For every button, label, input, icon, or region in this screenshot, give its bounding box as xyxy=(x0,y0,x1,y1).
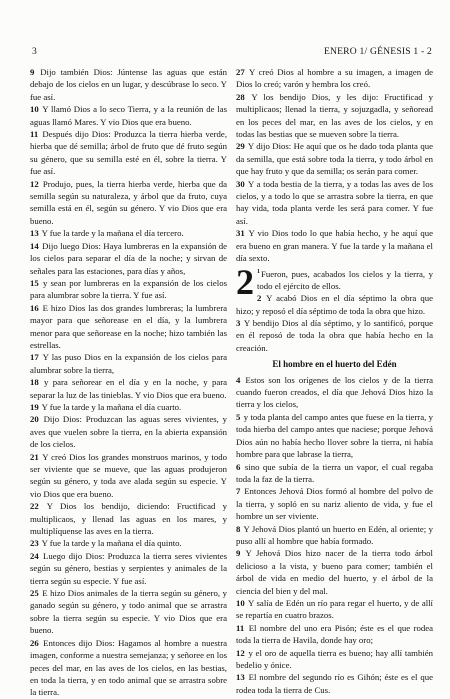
verse xyxy=(30,587,227,637)
verse-text: y para señorear en el día y en la noche, y para separar la luz de las tinieblas. Y vio Dios que era bueno. xyxy=(30,377,227,400)
verse xyxy=(30,103,227,128)
verse-text: Y fue la tarde y la mañana el día cuarto. xyxy=(41,401,182,412)
verse xyxy=(30,351,227,376)
verse-number: 16 xyxy=(30,302,39,313)
verse-number: 9 xyxy=(30,67,35,77)
verse-text: Y fue la tarde y la mañana el día quinto. xyxy=(41,538,182,549)
verse-text: Y creó Dios los grandes monstruos marinos, y todo ser viviente que se mueve, que las aguas produjeron según su género, y toda ave alada según su especie. Y vio Dios que era bueno. xyxy=(30,451,227,499)
verse xyxy=(30,66,227,103)
verse xyxy=(236,178,433,228)
verse xyxy=(30,550,227,587)
verse-text: Luego dijo Dios: Produzca la tierra seres vivientes según su género, bestias y serpientes y animales de la tierra según su especie. Y fue así. xyxy=(30,550,228,586)
page-header xyxy=(24,46,432,60)
verse-number: 7 xyxy=(236,486,241,497)
left-column xyxy=(30,66,227,699)
verse-text: y el oro de aquella tierra es bueno; hay allí también bedelio y ónice. xyxy=(236,647,434,670)
verse xyxy=(236,547,433,597)
verse xyxy=(30,637,227,699)
verse xyxy=(30,240,227,277)
verse-number: 29 xyxy=(236,141,245,152)
verse-number: 21 xyxy=(30,451,39,462)
verse xyxy=(236,317,433,354)
verse xyxy=(236,91,433,141)
verse-number: 8 xyxy=(236,523,241,534)
chapter-2-verses xyxy=(236,292,433,354)
verse-text: Después dijo Dios: Produzca la tierra hierba verde, hierba que dé semilla; árbol de fruto que dé fruto según su género, que su semilla esté en él, sobre la tierra. Y fue así. xyxy=(30,129,228,177)
verse-number: 9 xyxy=(236,548,241,559)
section-heading: El hombre en el huerto del Edén xyxy=(272,359,397,370)
verse xyxy=(236,292,433,317)
verse xyxy=(30,302,227,352)
verse xyxy=(30,128,227,178)
verse-number: 3 xyxy=(236,318,241,329)
verse-number: 22 xyxy=(30,501,39,512)
verse-text: Y salía de Edén un río para regar el huerto, y de allí se repartía en cuatro brazos. xyxy=(236,597,433,621)
verse-text: Y vio Dios todo lo que había hecho, y he aquí que era bueno en gran manera. Y fue la tarde y la mañana el día sexto. xyxy=(236,228,433,264)
verse xyxy=(30,277,227,302)
verse xyxy=(236,523,433,548)
verse-number: 15 xyxy=(30,277,39,288)
verse-text: Entonces Jehová Dios formó al hombre del polvo de la tierra, y sopló en su nariz aliento de vida, y fue el hombre un ser viviente. xyxy=(236,486,433,522)
verse xyxy=(30,451,227,501)
verse-text: Y los bendijo Dios, y les dijo: Fructificad y multiplicaos; llenad la tierra, y sojuzgadla, y señoread en los peces del mar, en las aves de los cielos, y en todas las bestias que se mueven sobre la tierra. xyxy=(236,91,433,140)
verse-number: 28 xyxy=(236,91,245,102)
verse-text: Entonces dijo Dios: Hagamos al hombre a nuestra imagen, conforme a nuestra semejanza; y señoree en los peces del mar, en las aves de los cielos, en las bestias, en toda la tierra, y en todo animal que se arrastra sobre la tierra. xyxy=(30,637,227,698)
verse xyxy=(30,401,227,413)
verse-number: 26 xyxy=(30,637,39,648)
verse xyxy=(30,500,227,537)
verse-text: Y Dios los bendijo, diciendo: Fructificad y multiplicaos, y llenad las aguas en los mares, y multiplíquense las aves en la tierra. xyxy=(30,501,227,537)
verse xyxy=(236,485,433,522)
verse-text: Y dijo Dios: He aquí que os he dado toda planta que da semilla, que está sobre toda la tierra, y todo árbol en que hay fruto y que da semilla; os serán para comer. xyxy=(236,141,433,177)
verse xyxy=(30,537,227,549)
verse-number: 17 xyxy=(30,352,39,363)
verse xyxy=(236,461,433,486)
verse-number: 2 xyxy=(257,293,262,304)
verse-text: Y Jehová Dios plantó un huerto en Edén, al oriente; y puso allí al hombre que había formado. xyxy=(236,523,433,546)
verse xyxy=(236,266,433,293)
verse xyxy=(30,413,227,450)
verse-text: Dijo también Dios: Júntense las aguas que están debajo de los cielos en un lugar, y descúbrase lo seco. Y fue así. xyxy=(30,67,228,102)
chapter-number-dropcap: 2 xyxy=(236,261,254,302)
verse-number: 12 xyxy=(236,647,245,658)
verse-number: 12 xyxy=(30,178,39,189)
verse-number: 20 xyxy=(30,414,39,425)
verse-number: 24 xyxy=(30,550,39,561)
verse xyxy=(236,597,433,622)
right-column xyxy=(236,66,433,696)
verse xyxy=(236,140,433,177)
verse-text: sino que subía de la tierra un vapor, el cual regaba toda la faz de la tierra. xyxy=(236,461,434,484)
verse-text: Dijo luego Dios: Haya lumbreras en la expansión de los cielos para separar el día de la noche; y sirvan de señales para las estaciones, para días y años, xyxy=(30,240,228,276)
verse xyxy=(236,671,433,696)
verse-text: Y llamó Dios a lo seco Tierra, y a la reunión de las aguas llamó Mares. Y vio Dios que era bueno. xyxy=(30,104,227,127)
verse xyxy=(30,227,227,239)
verse-text: Y las puso Dios en la expansión de los cielos para alumbrar sobre la tierra, xyxy=(30,352,227,375)
verse-text: El nombre del uno era Pisón; éste es el que rodea toda la tierra de Havila, donde hay oro; xyxy=(236,622,434,646)
verse-number: 13 xyxy=(236,672,245,683)
verse-text: Dijo Dios: Produzcan las aguas seres vivientes, y aves que vuelen sobre la tierra, en la abierta expansión de los cielos. xyxy=(30,414,227,450)
verse-text: Fueron, pues, acabados los cielos y la tierra, y todo el ejército de ellos. xyxy=(257,268,433,291)
verse xyxy=(236,411,433,461)
verse-text: y sean por lumbreras en la expansión de los cielos para alumbrar sobre la tierra. Y fue así. xyxy=(30,277,228,301)
verse-text: E hizo Dios las dos grandes lumbreras; la lumbrera mayor para que señorease en el día, y la lumbrera menor para que señorease en la noche; hizo también las estrellas. xyxy=(30,302,228,350)
verse-text: Estos son los orígenes de los cielos y de la tierra cuando fueron creados, el día que Jehová Dios hizo la tierra y los cielos, xyxy=(236,374,434,410)
verse-number: 27 xyxy=(236,67,245,77)
verse-text: Y bendijo Dios al día séptimo, y lo santificó, porque en él reposó de toda la obra que había hecho en la creación. xyxy=(236,318,433,353)
verse-number: 1 xyxy=(257,268,260,275)
verse-number: 30 xyxy=(236,178,245,189)
verse-text: El nombre del segundo río es Gihón; éste es el que rodea toda la tierra de Cus. xyxy=(236,672,434,695)
chapter-2-opening xyxy=(236,261,433,355)
verse-text: Y a toda bestia de la tierra, y a todas las aves de los cielos, y a todo lo que se arrastra sobre la tierra, en que hay vida, toda planta verde les será para comer. Y fue así. xyxy=(236,178,433,226)
chapter-2-verses-after-heading xyxy=(236,374,433,697)
verse-number: 25 xyxy=(30,588,39,599)
verse xyxy=(236,622,433,647)
verse-text: E hizo Dios animales de la tierra según su género, y ganado según su género, y todo animal que se arrastra sobre la tierra según su especie. Y vio Dios que era bueno. xyxy=(30,588,227,636)
verse xyxy=(236,227,433,264)
verse-number: 14 xyxy=(30,240,39,251)
right-column-verses xyxy=(236,66,433,265)
verse-number: 5 xyxy=(236,411,241,422)
verse-text: Produjo, pues, la tierra hierba verde, hierba que da semilla según su naturaleza, y árbol que da fruto, cuya semilla está en él, según su género. Y vio Dios que era bueno. xyxy=(30,178,227,226)
page-number: 3 xyxy=(32,46,37,57)
verse-number: 13 xyxy=(30,228,39,239)
verse-number: 10 xyxy=(30,104,39,115)
running-head: ENERO 1/ GÉNESIS 1 - 2 xyxy=(323,46,432,57)
verse-text: Y creó Dios al hombre a su imagen, a imagen de Dios lo creó; varón y hembra los creó. xyxy=(236,67,433,90)
verse xyxy=(30,376,227,401)
verse-number: 18 xyxy=(30,377,39,388)
verse xyxy=(30,178,227,228)
verse-text: Y fue la tarde y la mañana el día tercero. xyxy=(41,228,184,239)
verse-number: 10 xyxy=(236,597,245,608)
verse-number: 11 xyxy=(30,129,39,140)
verse-number: 31 xyxy=(236,228,245,239)
verse xyxy=(236,647,433,672)
verse-text: Y Jehová Dios hizo nacer de la tierra todo árbol delicioso a la vista, y bueno para comer; también el árbol de vida en medio del huerto, y el árbol de la ciencia del bien y del mal. xyxy=(236,548,433,596)
verse-number: 19 xyxy=(30,401,39,412)
verse-number: 4 xyxy=(236,374,241,385)
verse-text: Y acabó Dios en el día séptimo la obra que hizo; y reposó el día séptimo de toda la obra que hizo. xyxy=(236,293,433,316)
verse-text: y toda planta del campo antes que fuese en la tierra, y toda hierba del campo antes que naciese; porque Jehová Dios aún no había hecho llover sobre la tierra, ni había hombre para que labrase la tierra, xyxy=(236,411,433,460)
verse xyxy=(236,374,433,411)
verse-number: 23 xyxy=(30,538,39,549)
verse xyxy=(236,66,433,91)
verse-number: 6 xyxy=(236,461,241,472)
verse-number: 11 xyxy=(236,622,245,633)
